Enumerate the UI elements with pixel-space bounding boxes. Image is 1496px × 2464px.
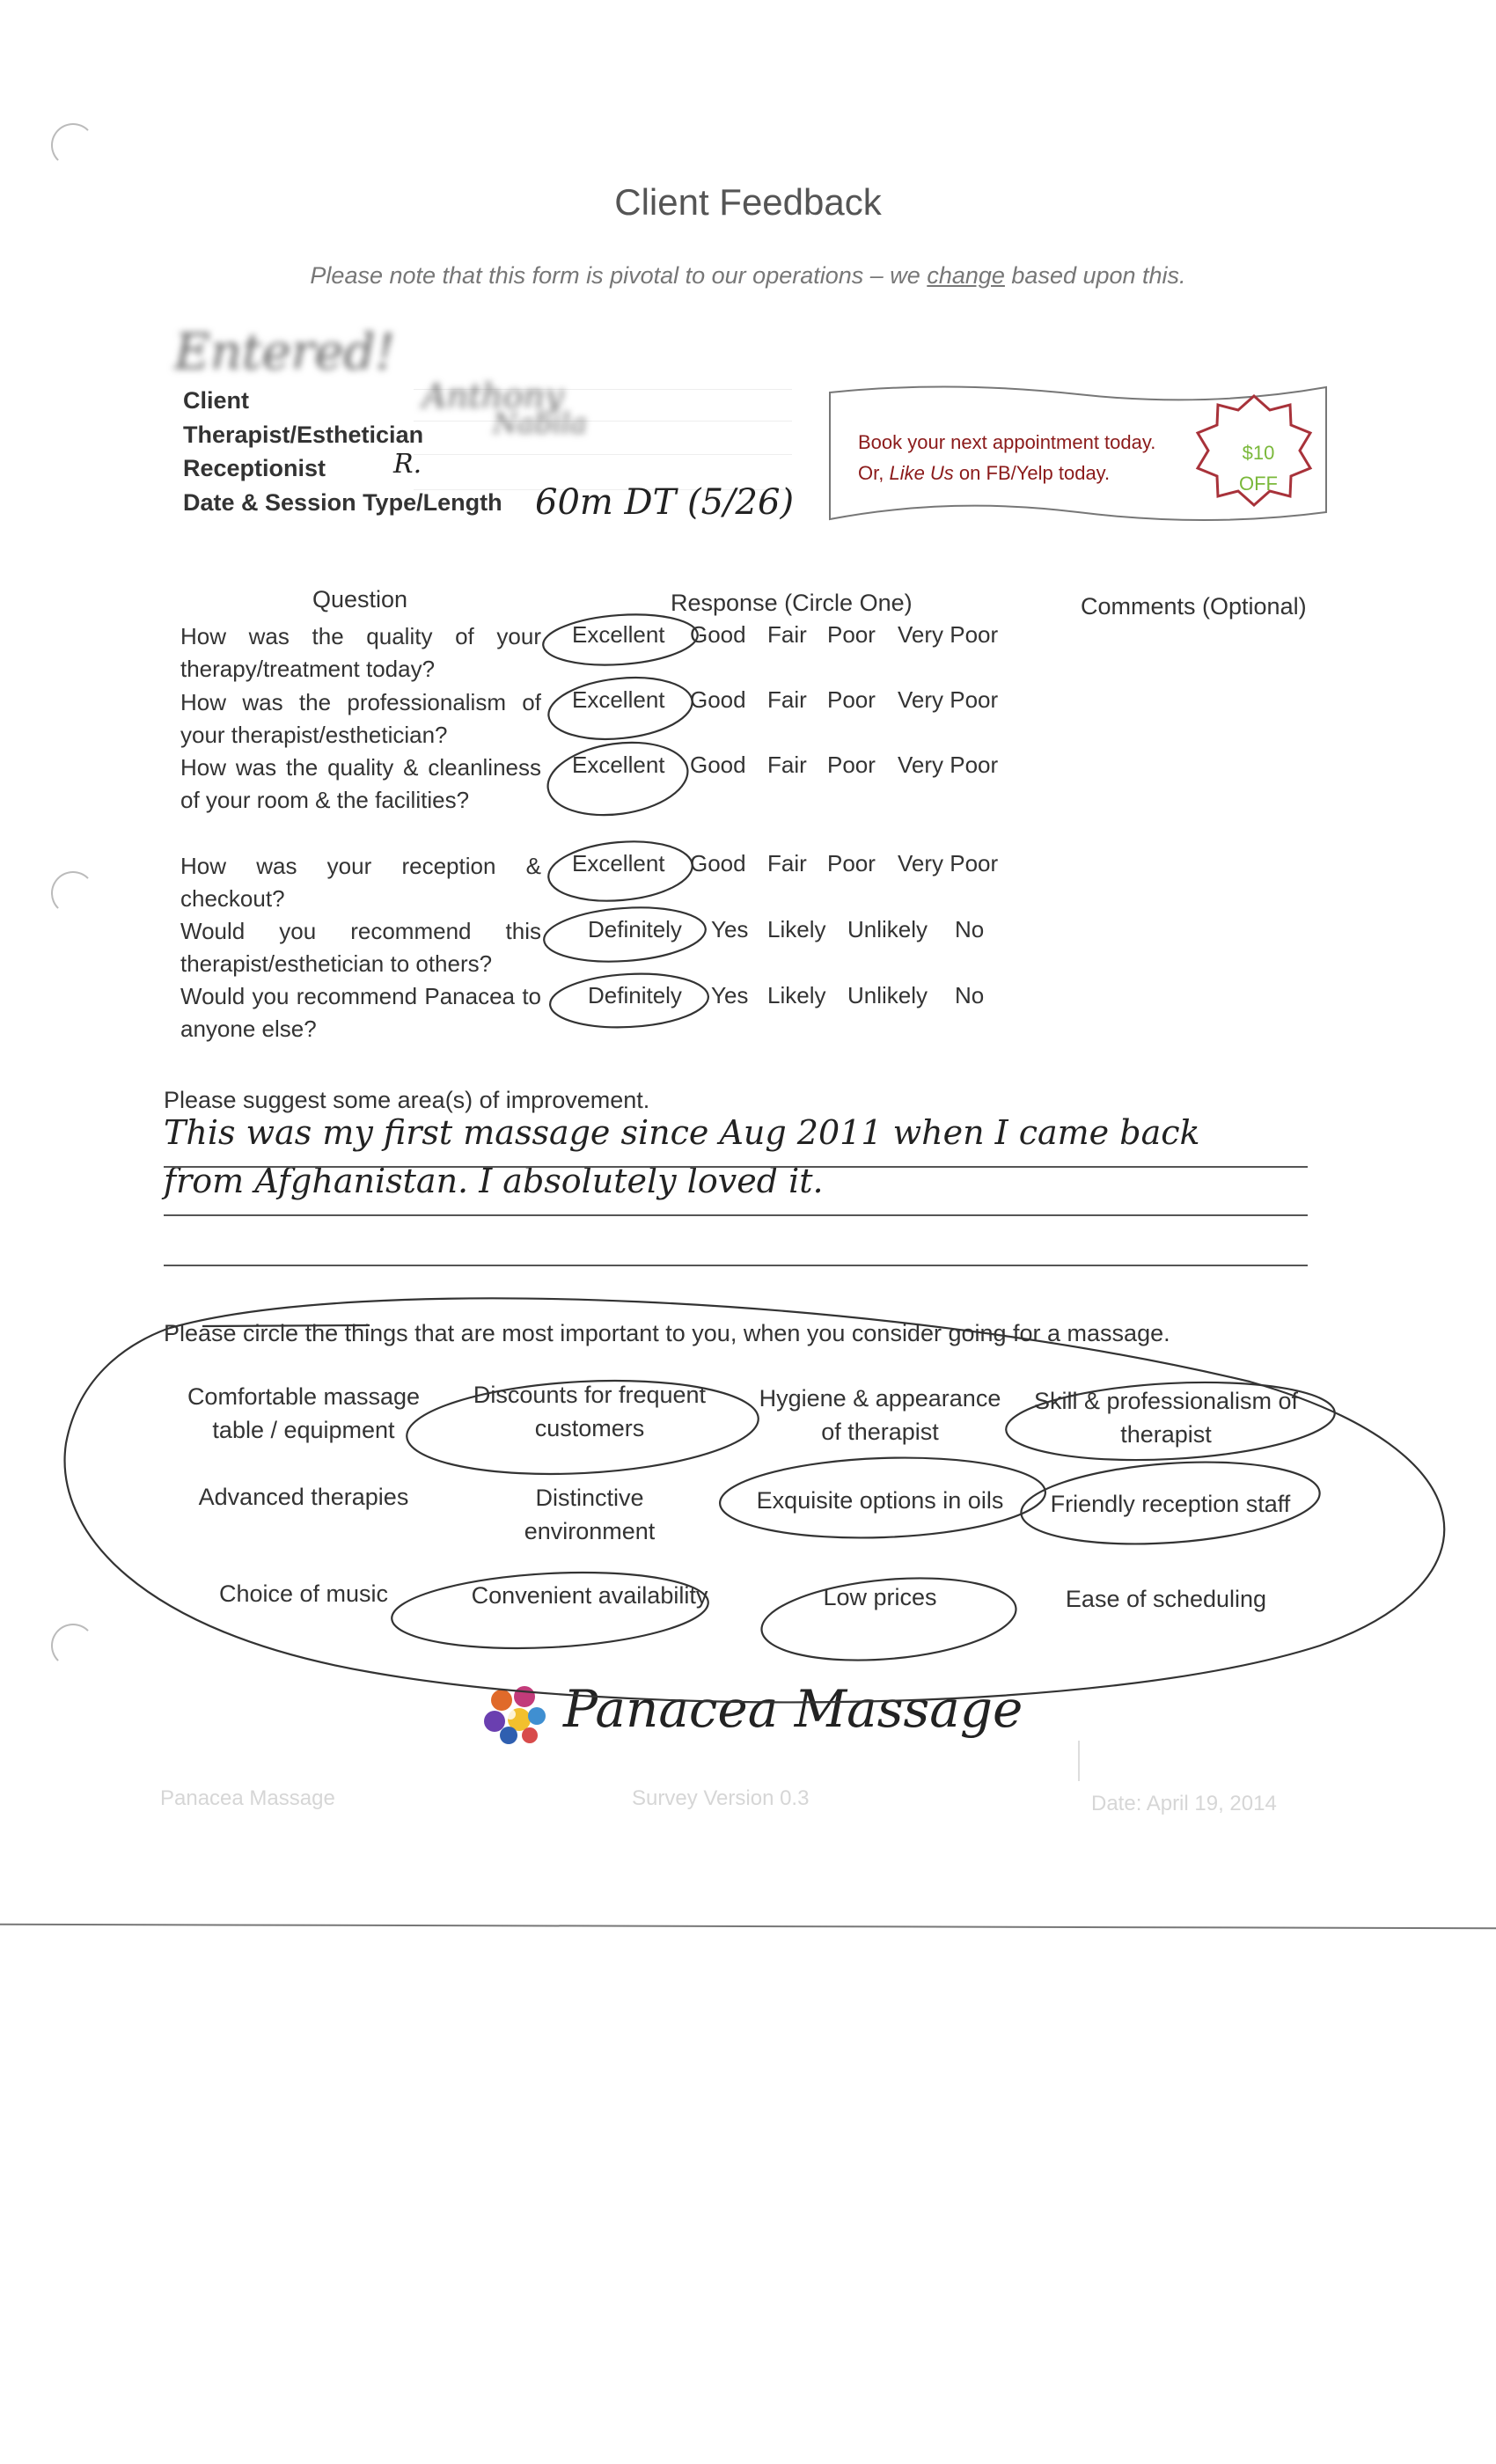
q5-option-no[interactable]: No: [955, 916, 985, 942]
answer-rule-1: [164, 1166, 1308, 1168]
q4-option-excellent[interactable]: Excellent: [572, 850, 665, 876]
q6-option-definitely[interactable]: Definitely: [588, 982, 682, 1008]
q3-selected-circle: [543, 734, 693, 823]
promo-line-1: Book your next appointment today.: [858, 431, 1156, 453]
q3-option-poor[interactable]: Poor: [827, 752, 876, 778]
q2-option-very-poor[interactable]: Very Poor: [898, 686, 999, 713]
option-reception-staff[interactable]: Friendly reception staff: [1050, 1491, 1291, 1517]
importance-prompt: Please circle the things that are most important to you, when you consider going for a massage.: [164, 1320, 1170, 1346]
improvement-answer-line-2: from Afghanistan. I absolutely loved it.: [164, 1162, 824, 1200]
q4-option-very-poor[interactable]: Very Poor: [898, 850, 999, 876]
footer-date: Date: April 19, 2014: [1091, 1792, 1277, 1815]
answer-rule-2: [164, 1214, 1308, 1216]
option-scheduling[interactable]: Ease of scheduling: [1065, 1586, 1267, 1612]
receptionist-value: R.: [393, 449, 422, 480]
q1-option-very-poor[interactable]: Very Poor: [898, 621, 999, 648]
subtitle-text: Please note that this form is pivotal to our operations – we: [310, 262, 928, 289]
entered-stamp: Entered!: [174, 324, 395, 381]
answer-rule-3: [164, 1265, 1308, 1266]
option-music[interactable]: Choice of music: [218, 1580, 389, 1607]
panacea-flower-icon: [475, 1681, 554, 1751]
q1-option-poor[interactable]: Poor: [827, 621, 876, 648]
punch-hole-bottom: [51, 1624, 95, 1668]
badge-off: OFF: [1239, 473, 1278, 495]
q4-option-fair[interactable]: Fair: [767, 850, 807, 876]
question-6: Would you recommend Panacea to anyone else?: [180, 983, 541, 1042]
q3-option-excellent[interactable]: Excellent: [572, 752, 665, 778]
q5-option-unlikely[interactable]: Unlikely: [847, 916, 928, 942]
option-skill[interactable]: Skill & professionalism of therapist: [1033, 1388, 1299, 1448]
punch-hole-top: [51, 123, 95, 167]
q1-option-excellent[interactable]: Excellent: [572, 621, 665, 648]
receptionist-label: Receptionist: [183, 455, 326, 481]
page-title: Client Feedback: [614, 181, 882, 223]
column-header-question: Question: [312, 586, 408, 612]
punch-hole-middle: [51, 871, 95, 915]
improvement-prompt: Please suggest some area(s) of improvement.: [164, 1087, 650, 1113]
page-bottom-edge: [0, 1924, 1496, 1929]
q5-option-yes[interactable]: Yes: [711, 916, 749, 942]
q3-option-fair[interactable]: Fair: [767, 752, 807, 778]
q3-option-good[interactable]: Good: [690, 752, 746, 778]
date-session-value: 60m DT (5/26): [535, 482, 795, 523]
q3-option-very-poor[interactable]: Very Poor: [898, 752, 999, 778]
q6-option-yes[interactable]: Yes: [711, 982, 749, 1008]
option-comfortable-table[interactable]: Comfortable massage table / equipment: [187, 1383, 421, 1443]
q5-option-likely[interactable]: Likely: [767, 916, 826, 942]
promo-text: [858, 427, 1155, 488]
discount-badge-text: [1207, 437, 1309, 499]
date-session-label: Date & Session Type/Length: [183, 489, 502, 516]
client-label: Client: [183, 387, 250, 414]
column-header-response: Response (Circle One): [671, 590, 913, 616]
promo-line-2: [858, 458, 1155, 488]
promo-line-2-suffix: on FB/Yelp today.: [953, 462, 1111, 484]
q5-option-definitely[interactable]: Definitely: [588, 916, 682, 942]
question-2: How was the professionalism of your therapist/esthetician?: [180, 689, 541, 748]
q2-option-good[interactable]: Good: [690, 686, 746, 713]
q1-option-fair[interactable]: Fair: [767, 621, 807, 648]
column-header-comments: Comments (Optional): [1081, 593, 1307, 620]
option-distinctive-environment[interactable]: Distinctive environment: [524, 1485, 656, 1544]
receptionist-field-line: [414, 454, 792, 455]
footer-survey-version: Survey Version 0.3: [632, 1786, 810, 1810]
q4-option-good[interactable]: Good: [690, 850, 746, 876]
q2-option-poor[interactable]: Poor: [827, 686, 876, 713]
improvement-answer-line-1: This was my first massage since Aug 2011 when I came back: [164, 1113, 1200, 1152]
question-3: How was the quality & cleanliness of your room & the facilities?: [180, 754, 541, 813]
option-availability[interactable]: Convenient availability: [471, 1582, 708, 1609]
footer-divider: [1078, 1741, 1080, 1781]
option-oils[interactable]: Exquisite options in oils: [756, 1487, 1004, 1514]
subtitle-emphasis: change: [927, 262, 1005, 289]
q4-option-poor[interactable]: Poor: [827, 850, 876, 876]
question-1: How was the quality of your therapy/treatment today?: [180, 623, 541, 682]
option-discounts[interactable]: Discounts for frequent customers: [473, 1382, 707, 1441]
q6-option-unlikely[interactable]: Unlikely: [847, 982, 928, 1008]
therapist-value: Nabila: [493, 407, 588, 440]
promo-line-2-prefix: Or,: [858, 462, 890, 484]
panacea-massage-logo: Panacea Massage: [563, 1679, 1023, 1739]
option-hygiene[interactable]: Hygiene & appearance of therapist: [759, 1385, 1001, 1445]
badge-amount: $10: [1242, 442, 1275, 464]
question-4: How was your reception & checkout?: [180, 853, 541, 912]
q2-option-excellent[interactable]: Excellent: [572, 686, 665, 713]
therapist-field-line: [414, 421, 792, 422]
q2-option-fair[interactable]: Fair: [767, 686, 807, 713]
option-advanced-therapies[interactable]: Advanced therapies: [198, 1484, 409, 1510]
subtitle-text-end: based upon this.: [1004, 262, 1186, 289]
client-value: Anthony: [422, 377, 564, 415]
therapist-label: Therapist/Esthetician: [183, 422, 424, 448]
q6-option-no[interactable]: No: [955, 982, 985, 1008]
page-subtitle: [0, 262, 1496, 290]
option-low-prices[interactable]: Low prices: [823, 1584, 937, 1610]
question-5: Would you recommend this therapist/esthetician to others?: [180, 918, 541, 977]
promo-like-us: Like Us: [889, 462, 954, 484]
footer-company: Panacea Massage: [160, 1786, 335, 1810]
q6-option-likely[interactable]: Likely: [767, 982, 826, 1008]
q1-option-good[interactable]: Good: [690, 621, 746, 648]
